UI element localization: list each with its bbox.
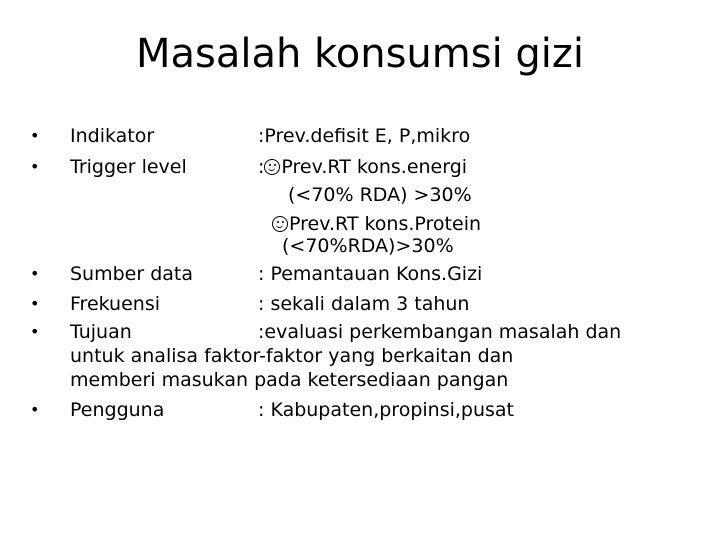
value-line-1: Prev.RT kons.energi [281, 156, 468, 178]
item-label: Indikator [70, 125, 155, 147]
smiley-face-icon [264, 159, 280, 175]
bullet: • [30, 322, 40, 341]
value-line-4: (<70%RDA)>30% [282, 235, 454, 257]
slide-title: Masalah konsumsi gizi [135, 31, 585, 77]
value-line-3-row [272, 212, 481, 236]
item-value: :evaluasi perkembangan masalah dan [258, 321, 622, 343]
bullet: • [30, 400, 40, 419]
item-label: Trigger level [70, 156, 187, 178]
value-line-3: Prev.RT kons.Protein [289, 213, 482, 235]
item-label: Pengguna [70, 399, 165, 421]
item-label: Frekuensi [70, 293, 160, 315]
item-label: Sumber data [70, 263, 194, 285]
item-label: Tujuan [70, 321, 132, 343]
continuation-line-2: memberi masukan pada ketersediaan pangan [70, 369, 509, 391]
item-value: : Pemantauan Kons.Gizi [258, 263, 483, 285]
value-line-2: (<70% RDA) >30% [288, 184, 472, 206]
item-value: : Kabupaten,propinsi,pusat [258, 399, 515, 421]
value-prefix: : [258, 156, 265, 178]
item-value [258, 155, 467, 179]
bullet: • [30, 294, 40, 313]
item-value: :Prev.defisit E, P,mikro [258, 125, 471, 147]
bullet: • [30, 264, 40, 283]
continuation-line-1: untuk analisa faktor-faktor yang berkaitan dan [70, 345, 514, 367]
bullet: • [30, 157, 40, 176]
smiley-face-icon [272, 216, 288, 232]
item-value: : sekali dalam 3 tahun [258, 293, 470, 315]
bullet: • [30, 126, 40, 145]
